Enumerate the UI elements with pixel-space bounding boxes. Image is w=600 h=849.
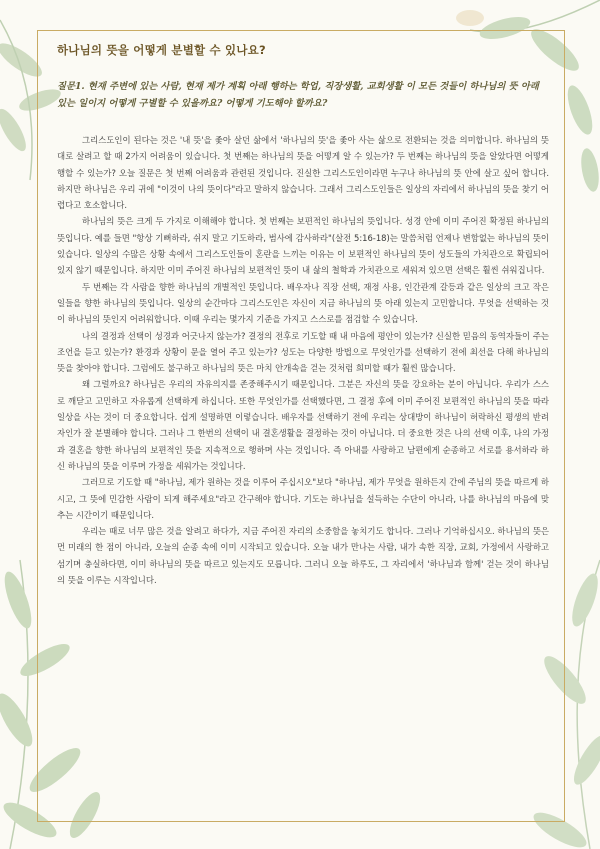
article-body [57, 132, 549, 588]
paragraph-3: 두 번째는 각 사람을 향한 하나님의 개별적인 뜻입니다. 배우자나 직장 선택, 재정 사용, 인간관계 갈등과 같은 일상의 크고 작은 일들을 향한 하나님의 뜻입니다. 일상의 순간마다 그리스도인은 자신이 지금 하나님의 뜻 아래 있는지 고민합니다. 무엇을 선택하는 것이 하나님의 뜻인지 어려워합니다. 이때 우리는 몇가지 기준을 가지고 스스로를 점검할 수 있습니다. [57, 281, 549, 325]
paragraph-4: 나의 결정과 선택이 성경과 어긋나지 않는가? 결정의 전후로 기도할 때 내 마음에 평안이 있는가? 신실한 믿음의 동역자들이 주는 조언을 듣고 있는가? 환경과 상황이 문을 열어 주고 있는가? 성도는 다양한 방법으로 무엇인가를 선택하기 전에 최선을 다해 하나님의 뜻을 찾아야 합니다. 그럼에도 불구하고 하나님의 뜻은 마치 안개속을 걷는 것처럼 희미할 때가 훨씬 많습니다. [57, 330, 549, 374]
paragraph-5: 왜 그럴까요? 하나님은 우리의 자유의지를 존중해주시기 때문입니다. 그분은 자신의 뜻을 강요하는 분이 아닙니다. 우리가 스스로 깨닫고 고민하고 자유롭게 선택하게 하십니다. 또한 무엇인가를 선택했다면, 그 결정 후에 이미 주어진 보편적인 하나님의 뜻을 따라 일상을 사는 것이 더 중요합니다. 쉽게 설명하면 이렇습니다. 배우자를 선택하기 전에 우리는 상대방이 하나님이 허락하신 평생의 반려자인가 잘 분별해야 합니다. 그러나 그 한번의 선택이 내 결혼생활을 결정하는 것이 아닙니다. 더 중요한 것은 나의 선택 이후, 나의 가정과 결혼을 향한 하나님의 보편적인 뜻을 지속적으로 행하며 사는 것입니다. 즉 아내를 사랑하고 남편에게 순종하고 서로를 용서하라 하신 하나님의 뜻을 이루며 가정을 세워가는 것입니다. [57, 379, 549, 471]
question-text: 질문1. 현재 주변에 있는 사람, 현재 제가 계획 아래 행하는 학업, 직장생활, 교회생활 이 모든 것들이 하나님의 뜻 아래 있는 일이지 어떻게 구별할 수 있을까요? 어떻게 기도해야 할까요? [57, 81, 539, 109]
page-title: 하나님의 뜻을 어떻게 분별할 수 있나요? [57, 43, 266, 57]
paragraph-1: 그리스도인이 된다는 것은 '내 뜻'을 좇아 살던 삶에서 '하나님의 뜻'을 좇아 사는 삶으로 전환되는 것을 의미합니다. 하나님의 뜻대로 살려고 할 때 2가지 어려움이 있습니다. 첫 번째는 하나님의 뜻을 어떻게 알 수 있는가? 두 번째는 하나님의 뜻을 알았다면 어떻게 행할 수 있는가? 오늘 질문은 첫 번째 어려움과 관련된 것입니다. 진실한 그리스도인이라면 누구나 하나님의 뜻 안에 살고 싶어 합니다. 하지만 하나님은 우리 귀에 "이것이 나의 뜻이다"라고 말하지 않습니다. 그래서 그리스도인들은 일상의 자리에서 하나님의 뜻을 찾기 어렵다고 호소합니다. [57, 135, 549, 211]
paragraph-6: 그러므로 기도할 때 "하나님, 제가 원하는 것을 이루어 주십시오"보다 "하나님, 제가 무엇을 원하든지 간에 주님의 뜻을 따르게 하시고, 그 뜻에 민감한 사람이 되게 해주세요"라고 간구해야 합니다. 기도는 하나님을 설득하는 수단이 아니라, 나를 하나님의 마음에 맞추는 시간이기 때문입니다. [57, 477, 549, 520]
paragraph-2: 하나님의 뜻은 크게 두 가지로 이해해야 합니다. 첫 번째는 보편적인 하나님의 뜻입니다. 성경 안에 이미 주어진 확정된 하나님의 뜻입니다. 예를 들면 "항상 기뻐하라, 쉬지 말고 기도하라, 범사에 감사하라"(살전 5:16-18)는 말씀처럼 언제나 변함없는 하나님의 뜻이 있습니다. 일상의 수많은 상황 속에서 그리스도인들이 혼란을 느끼는 이유는 이 보편적인 하나님의 뜻이 성도들의 가치관으로 확립되어 있지 않기 때문입니다. 하지만 이미 주어진 하나님의 보편적인 뜻이 내 삶의 철학과 가치관으로 세워져 있으면 선택은 훨씬 쉬워집니다. [57, 216, 549, 276]
paragraph-7: 우리는 때로 너무 많은 것을 알려고 하다가, 지금 주어진 자리의 소중함을 놓치기도 합니다. 그러나 기억하십시오. 하나님의 뜻은 먼 미래의 한 점이 아니라, 오늘의 순종 속에 이미 시작되고 있습니다. 오늘 내가 만나는 사람, 내가 속한 직장, 교회, 가정에서 사랑하고 섬기며 충실하다면, 이미 하나님의 뜻을 따르고 있는지도 모릅니다. 그러니 오늘 하루도, 그 자리에서 '하나님과 함께' 걷는 것이 하나님의 뜻을 이루는 시작입니다. [57, 526, 549, 586]
